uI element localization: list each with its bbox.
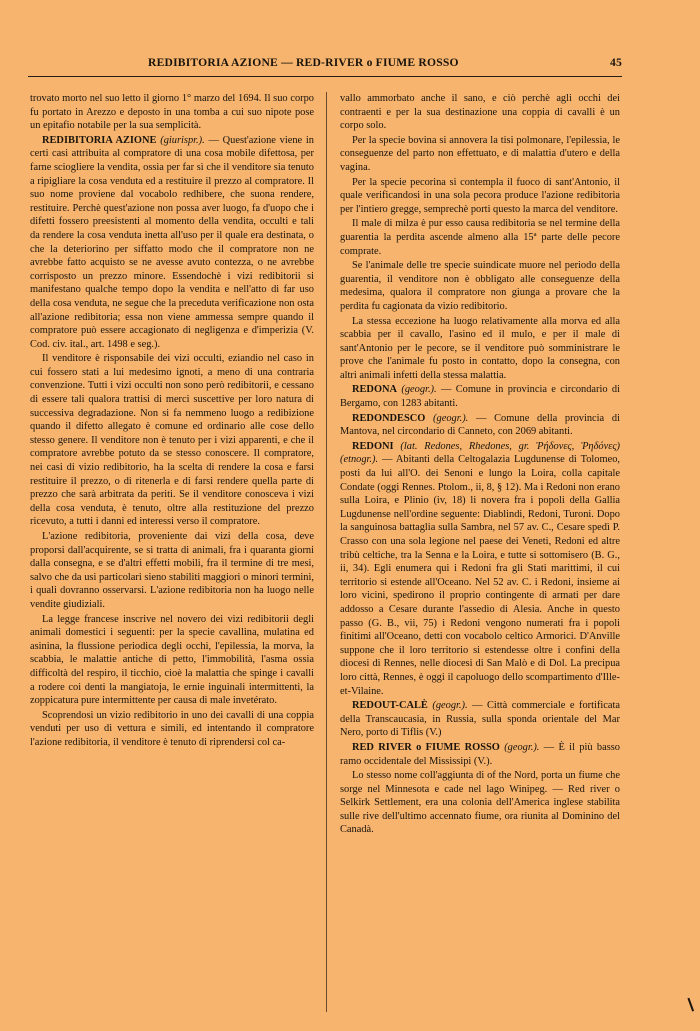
entry-tag: (geogr.).: [401, 384, 437, 396]
entry-text: — Abitanti della Celtogalazia Lugdunense di Tolomeo, posti da lui all'O. dei Senoni e lungo la Loira, colla capitale Condate (oggi Rennes. Ptolom., ii, 8, § 12). Ma i Redoni non erano sulla Loira, e Plinio (iv, 18) li novera fra i popoli della Gallia Lugdunense nell'ordine seguente: Diablindi, Redoni, Turoni. Dopo la sanguinosa battaglia sulla Sambra, nel 57 av. C., Cesare spedì P. Crasso con una sola legione nel paese dei Veneti, Redoni ed altre tribù celtiche, tra la Senna e la Loira, e tutte si sottomisero (B. G., ii, 34). Egli enumera qui i Redoni fra gli Stati marittimi, il cui territorio si estende all'Oceano. Nel 52 av. C. i Redoni, insieme ai loro vicini, spedirono il proprio contingente di armati per dare addosso a Cesare durante l'assedio di Alesia. Anche in questo passo (G. B., vii, 75) i Redoni vengono numerati fra i popoli finitimi all'Oceano, detti con vocabolo celtico Armorici. D'Anville suppone che il loro territorio si estendesse oltre i confini della diocesi di Rennes, nelle diocesi di San Malò e di Dol. La precipua loro città, Rennes, è oggi il capoluogo dello scompartimento d'Ille-et-Vilaine.: [340, 454, 620, 697]
entry-headword: REDONDESCO: [352, 412, 426, 424]
dictionary-entry: [340, 383, 620, 410]
entry-text: — Comune in provincia e circondario di Bergamo, con 1283 abitanti.: [340, 384, 620, 410]
entry-headword: RED RIVER o FIUME ROSSO: [352, 741, 500, 753]
entry-text: — Città commerciale e fortificata della Transcaucasia, in Russia, sulla sponda orientale del Mar Nero, porto di Tiflis (V.): [340, 700, 620, 739]
entry-headword: REDIBITORIA AZIONE: [42, 134, 157, 146]
paragraph: Il male di milza è pur esso causa redibitoria se nel termine della guarentia la perdita ascende almeno alla 15ª parte delle pecore comprate.: [340, 218, 620, 257]
page-number: 45: [610, 56, 622, 69]
entry-tag: (geogr.).: [504, 741, 540, 753]
dictionary-entry: [340, 440, 620, 698]
paragraph: Lo stesso nome coll'aggiunta di of the Nord, porta un fiume che sorge nel Minnesota e cade nel lago Winipeg. — Red river o Selkirk Settlement, era una colonia dell'America inglese stabilita sulle rive dell'ultimo accennato fiume, ora riunita al Dominino del Canadà.: [340, 770, 620, 836]
entry-tag: (lat. Redones, Rhedones, gr. Ῥήδονες, Ῥηδόνες) (etnogr.).: [340, 440, 620, 466]
entry-text: — È il più basso ramo occidentale del Mississipi (V.).: [340, 741, 620, 767]
entry-tag: (geogr.).: [433, 412, 469, 424]
header-title: REDIBITORIA AZIONE — RED-RIVER o FIUME ROSSO: [148, 56, 459, 69]
paragraph: La legge francese inscrive nel novero dei vizi redibitorii degli animali domestici i seguenti: per la specie cavallina, mulatina ed asinina, la flussione periodica degli occhi, l'epilessia, la morva, la scabbia, le malattie antiche di petto, l'immobilità, l'asma ossia difficoltà del respiro, il ticchio, cioè la malattia che spinge i cavalli a rodere coi denti la mangiatoja, le ernie inguinali intermittenti, la zoppicatura pure intermittente per causa di male invetérato.: [30, 613, 314, 707]
entry-tag: (geogr.).: [432, 700, 468, 712]
entry-headword: REDONI: [352, 440, 394, 452]
dictionary-entry: [340, 741, 620, 768]
entry-text: — Quest'azione viene in certi casi attribuita al compratore di una cosa mobile difettosa, per farne sciogliere la vendita, ossia per far sì che il venditore sia tenuto a ripigliare la cosa venduta ed a restituire il prezzo al compratore. Il suo nome proviene dal vocabolo redhibere, che suona rendere, restituire. Perchè quest'azione non possa aver luogo, fa d'uopo che i difetti fossero preesistenti al momento della vendita, occulti e tali da rendere la cosa venduta inetta all'uso per il quale era destinata, o che la deteriorino per siffatto modo che il compratore non ne avrebbe fatto acquisto se ne avesse avuto contezza, o ne avrebbe corrisposto un prezzo minore. Essendochè i vizi redibitorii si manifestano qualche tempo dopo la vendita e nell'atto di far uso della cosa venduta, ne segue che la preceduta verificazione non osta all'azione redibitoria; essa non viene ammessa sempre quando il compratore può essere accagionato di negligenza e d'imperizia (V. Cod. civ. ital., art. 1498 e seg.).: [30, 134, 314, 350]
running-header: [28, 56, 622, 72]
paragraph: Scoprendosi un vizio redibitorio in uno dei cavalli di una coppia venduti per uso di vettura e simili, ed intentando il compratore l'azione redibitoria, il venditore è tenuto di riprendersi col ca-: [30, 709, 314, 748]
left-column: [30, 92, 314, 751]
entry-text: — Comune della provincia di Mantova, nel circondario di Canneto, con 2069 abitanti.: [340, 412, 620, 438]
dictionary-entry: [340, 699, 620, 740]
pen-mark: [680, 998, 694, 1015]
paragraph: trovato morto nel suo letto il giorno 1° marzo del 1694. Il suo corpo fu portato in Arezzo e deposto in una tomba a cui suo nipote pose un epitafio notabile per la sua semplicità.: [30, 93, 314, 132]
dictionary-entry: [30, 134, 314, 352]
right-column: [340, 92, 620, 838]
header-rule: [28, 76, 622, 77]
entry-headword: REDONA: [352, 384, 398, 396]
dictionary-entry: [340, 412, 620, 439]
paragraph: Per la specie bovina si annovera la tisi polmonare, l'epilessia, le conseguenze del parto non effettuato, e di malattia d'utero e della vagina.: [340, 134, 620, 173]
paragraph: Per la specie pecorina si contempla il fuoco di sant'Antonio, il quale verificandosi in una sola pecora produce l'azione redibitoria per l'intiero gregge, semprechè porti questo la marca del venditore.: [340, 176, 620, 215]
paragraph: vallo ammorbato anche il sano, e ciò perchè agli occhi dei contraenti e per la sua destinazione una coppia di cavalli è un corpo solo.: [340, 93, 620, 132]
paragraph: L'azione redibitoria, proveniente dai vizi della cosa, deve proporsi dall'acquirente, se si tratta di animali, fra i quaranta giorni dalla consegna, e se d'altri effetti mobili, fra il termine di tre mesi, salvo che da usi particolari sieno stabiliti maggiori o minori termini, i quali dovranno osservarsi. L'azione redibitoria non ha luogo nelle vendite giudiziali.: [30, 531, 314, 610]
paragraph: Se l'animale delle tre specie suindicate muore nel periodo della guarentia, il venditore non è obbligato alle conseguenze della medesima, qualora il compratore non giunga a provare che la perdita fu cagionata da vizio redibitorio.: [340, 260, 620, 312]
entry-headword: REDOUT-CALÈ: [352, 700, 428, 712]
column-divider: [326, 92, 327, 1012]
paragraph: La stessa eccezione ha luogo relativamente alla morva ed alla scabbia per il cavallo, l'asino ed il mulo, e per il male di sant'Antonio per le pecore, se il venditore può somministrare le prove che l'animale fu posto in contatto, dopo la consegna, con altri animali infetti della stessa malattia.: [340, 315, 620, 381]
entry-tag: (giurispr.).: [160, 134, 205, 146]
paragraph: Il venditore è risponsabile dei vizi occulti, eziandio nel caso in cui fossero stati a lui medesimo ignoti, a meno di una contraria convenzione. Tutti i vizi occulti non sono però redibitorii, e cessano di essere tali qualora trattisi di merci suscettive per loro natura di successiva degradazione. Non si fa nemmeno luogo a redibizione quando il difetto allegato è comune ed ordinario alle cose dello stesso genere. Il venditore non è tenuto per i vizi apparenti, e che il compratore avrebbe potuto da se stesso conoscere. Il compratore, nei casi di vizio redibitorio, ha la scelta di rendere la cosa e farsi restituire il prezzo, o di ritenerla e di farsi rendere quella parte di prezzo che sarà arbitrata da periti. Se il venditore conosceva i vizi della cosa venduta, è tenuto, oltre alla restituzione del prezzo ricevuto, a tutti i danni ed interessi verso il compratore.: [30, 353, 314, 528]
